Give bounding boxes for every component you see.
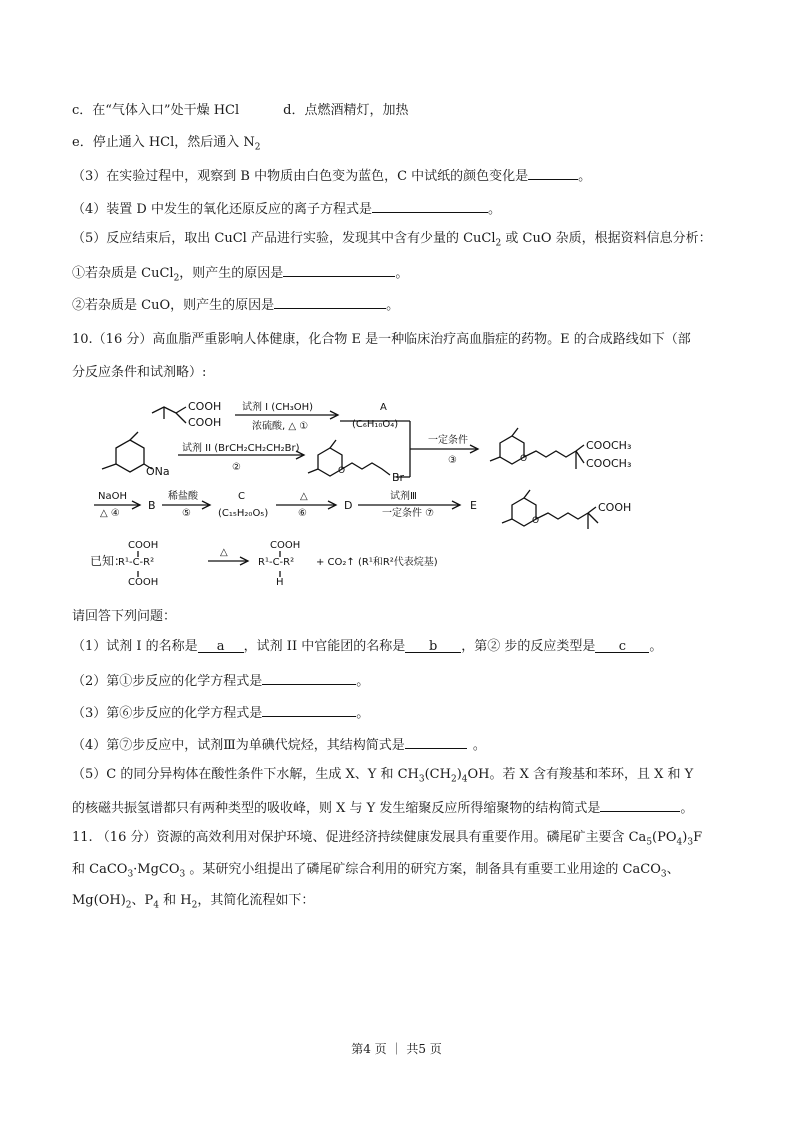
answer-blank[interactable] [274,294,386,309]
sub: 2 [495,238,502,249]
option-d: d．点燃酒精灯，加热 [283,103,409,118]
q11-intro2-text: 和 CaCO [72,862,128,877]
compound-e-label: E [470,499,477,512]
option-e-text: e．停止通入 HCl，然后通入 N [72,135,255,150]
q11-intro-3 [72,892,314,910]
period: 。 [578,169,592,184]
q11-intro-text-b: (PO [652,830,677,845]
q10-part5-text-b: (CH [424,767,451,782]
q10-intro-text-2: 分反应条件和试剂略）: [72,365,207,380]
q10-part5-text: （5）C 的同分异构体在酸性条件下水解，生成 X、Y 和 CH [72,767,419,782]
page-footer: 第4 页 ｜ 共5 页 [351,1042,442,1056]
q9-part4 [72,198,501,219]
q9-part5-1-text-b: ，则产生的原因是 [179,266,284,281]
q9-part5-text: （5）反应结束后，取出 CuCl 产品进行实验，发现其中含有少量的 CuCl [72,231,496,246]
compound-b-label: B [148,499,156,512]
answer-blank[interactable] [283,262,395,277]
period: 。 [649,639,663,654]
q11-intro3-text-b: 、P [131,893,154,908]
compound-c-label: C [238,491,245,502]
q10-part4-text: （4）第⑦步反应中，试剂Ⅲ为单碘代烷烃，其结构简式是 [72,738,405,753]
step-1-condition: 浓硫酸, △ ① [252,421,309,432]
q11-intro3-text-d: ，其简化流程如下： [197,893,315,908]
period: 。 [395,266,409,281]
answer-blank[interactable] [372,198,488,213]
answer-blank[interactable] [262,702,356,717]
q10-intro-text: 10.（16 分）高血脂严重影响人体健康，化合物 E 是一种临床治疗高血脂症的药物。E 的合成路线如下（部 [72,332,691,347]
step-6-delta: △ [300,491,308,502]
step-5-label: ⑤ [182,508,191,519]
cooch3-label: COOCH₃ [586,439,632,452]
period: 。 [487,202,501,217]
sub: 2 [173,273,180,284]
option-c-d [72,102,408,120]
blank-c[interactable]: c [595,638,649,653]
q11-intro-text-d: F [693,830,703,845]
q11-intro-text-c: ) [682,830,688,845]
option-e [72,134,261,152]
answer-blank[interactable] [262,670,356,685]
q10-part3 [72,702,369,723]
q9-part5-1-text: ①若杂质是 CuCl [72,266,174,281]
compound-c-formula: (C₁₅H₂₀O₅) [218,508,269,519]
q11-intro-text: 11. （16 分）资源的高效利用对保护环境、促进经济持续健康发展具有重要作用。磷尾矿主要含 Ca [72,830,647,845]
sub: 4 [153,900,159,911]
answer-blank[interactable] [405,734,467,749]
q10-intro-1 [72,331,691,349]
ether-o-label: O [338,466,346,476]
step-3-label: ③ [448,455,457,466]
answer-blank[interactable] [528,165,578,180]
sub: 2 [125,900,132,911]
step-3-condition: 一定条件 [428,435,468,446]
reagent-2-label: 试剂 II (BrCH₂CH₂CH₂Br) [182,443,300,454]
questions-prompt-text: 请回答下列问题： [72,609,177,624]
cooh-label: COOH [270,540,301,551]
q9-part5-2-text: ②若杂质是 CuO，则产生的原因是 [72,298,275,313]
reagent-1-label: 试剂 I (CH₃OH) [242,402,314,413]
cooh-label: COOH [188,416,222,429]
answer-blank[interactable] [600,797,680,812]
q10-part5-text-d: OH。若 X 含有羧基和苯环，且 X 和 Y [467,767,694,782]
q9-part5-1 [72,262,408,283]
q9-part5-2 [72,294,399,315]
q10-part5-cont [72,797,693,818]
ona-label: ONa [146,465,170,478]
cooh-label: COOH [598,501,632,514]
sub: 4 [461,774,468,785]
co2-note: + CO₂↑ (R¹和R²代表烷基) [316,557,438,568]
q10-part2-text: （2）第①步反应的化学方程式是 [72,674,263,689]
sub: 3 [660,869,667,880]
sub: 3 [127,869,134,880]
known-label: 已知： [90,554,127,568]
q9-part3-text: （3）在实验过程中，观察到 B 中物质由白色变为蓝色，C 中试纸的颜色变化是 [72,169,529,184]
r1-c-r2-label: R¹-C-R² [118,557,155,568]
q10-part3-text: （3）第⑥步反应的化学方程式是 [72,706,263,721]
dilute-hcl-label: 稀盐酸 [168,491,198,502]
blank-b[interactable]: b [405,638,461,653]
sub: 2 [450,774,457,785]
period: 。 [680,801,694,816]
step-6-label: ⑥ [298,508,307,519]
q10-part5-cont-text: 的核磁共振氢谱都只有两种类型的吸收峰，则 X 与 Y 发生缩聚反应所得缩聚物的结构简式是 [72,801,601,816]
q10-part1-text: （1）试剂 I 的名称是 [72,639,198,654]
sub: 3 [418,774,425,785]
q9-part3 [72,165,591,186]
compound-a-formula: (C₆H₁₀O₄) [352,419,399,430]
br-label: Br [392,471,405,484]
q11-intro2-text-c: 。某研究小组提出了磷尾矿综合利用的研究方案，制备具有重要工业用途的 CaCO [185,862,661,877]
ether-o-label: O [520,454,528,464]
naoh-label: NaOH [98,491,127,502]
compound-d-label: D [344,499,353,512]
q11-intro-2 [72,861,680,879]
reagent-3-label: 试剂Ⅲ [390,491,417,502]
cooh-label: COOH [188,400,222,413]
q10-part5 [72,766,693,784]
q11-intro2-text-b: ·MgCO [133,862,180,877]
sub: 2 [191,900,198,911]
option-c: c．在“气体入口”处干燥 HCl [72,103,240,118]
sub: 5 [646,837,653,848]
q10-part4 [72,734,486,755]
q10-part2 [72,670,369,691]
q9-part4-text: （4）装置 D 中发生的氧化还原反应的离子方程式是 [72,202,372,217]
period: 。 [472,738,486,753]
step-7-condition: 一定条件 ⑦ [382,508,435,519]
ether-o-label: O [532,516,540,526]
q9-part5-text-b: 或 CuO 杂质，根据资料信息分析： [501,231,712,246]
period: 。 [356,674,370,689]
cooch3-label: COOCH₃ [586,457,632,470]
compound-a-label: A [380,402,387,413]
step-4-label: △ ④ [100,508,120,519]
period: 。 [356,706,370,721]
q11-intro3-text: Mg(OH) [72,893,126,908]
h-label: H [276,577,284,588]
cooh-label: COOH [128,540,159,551]
q10-part1 [72,638,662,656]
q10-part1-text-c: ，第② 步的反应类型是 [461,639,596,654]
cooh-label: COOH [128,577,159,588]
sub: 3 [179,869,186,880]
questions-prompt [72,608,176,626]
q11-intro2-text-d: 、 [666,862,680,877]
q10-intro-2 [72,364,206,382]
period: 。 [386,298,400,313]
option-e-sub: 2 [254,142,261,153]
r1-c-r2-label: R¹-C-R² [258,557,295,568]
synthesis-route-diagram [90,393,690,593]
q11-intro-1 [72,829,702,847]
sub: 3 [687,837,694,848]
q9-part5 [72,230,712,248]
q10-part1-text-b: ，试剂 II 中官能团的名称是 [243,639,406,654]
q10-part5-text-c: ) [456,767,462,782]
step-2-label: ② [232,462,241,473]
delta-label: △ [220,547,228,558]
q11-intro3-text-c: 和 H [159,893,192,908]
blank-a[interactable]: a [198,638,244,653]
sub: 4 [676,837,683,848]
